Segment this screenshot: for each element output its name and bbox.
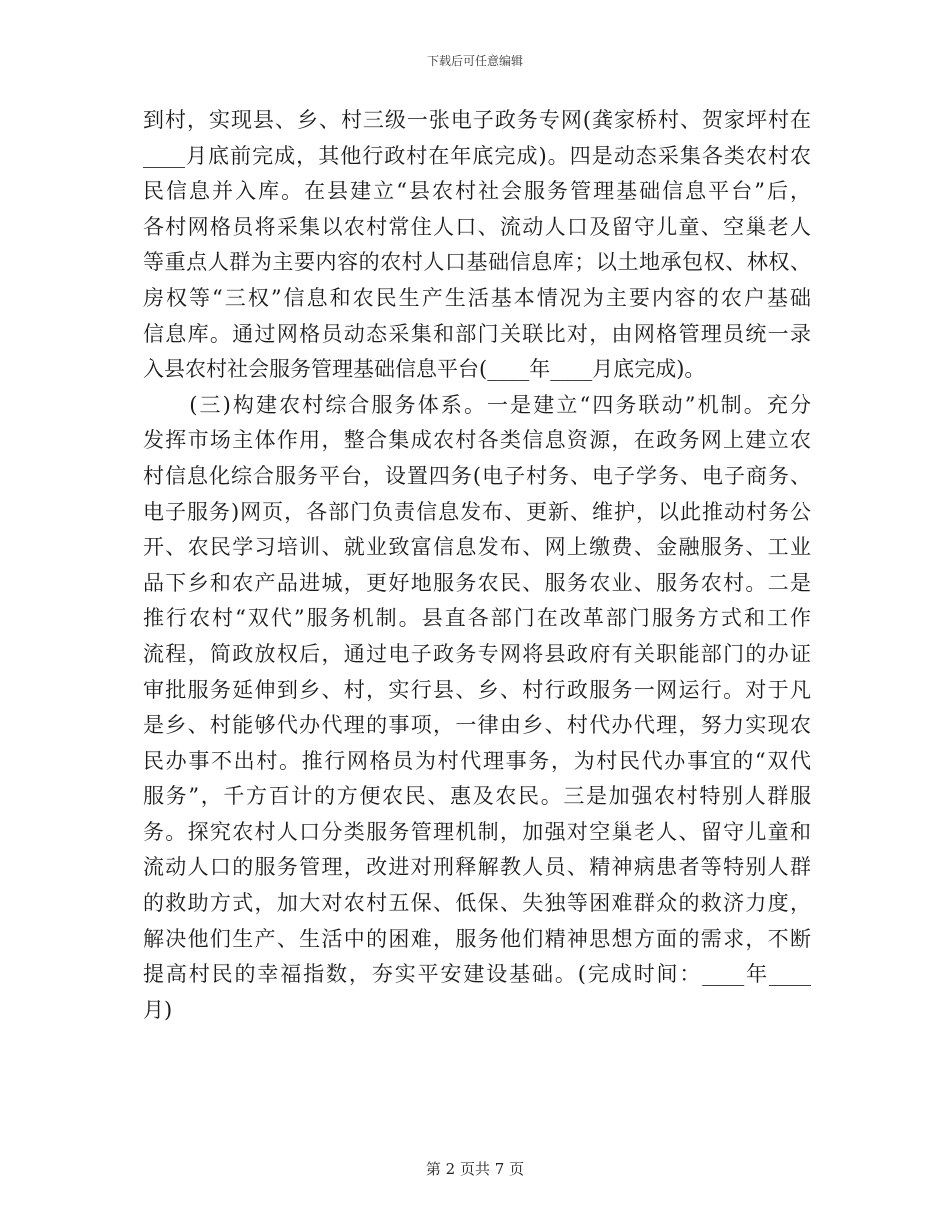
text-line: 入县农村社会服务管理基础信息平台(____年____月底完成)。: [143, 357, 706, 382]
page-number: 第 2 页共 7 页: [425, 1160, 525, 1178]
text-line: 审批服务延伸到乡、村，实行县、乡、村行政服务一网运行。对于凡: [143, 677, 811, 702]
text-line: 民办事不出村。推行网格员为村代理事务，为村民代办事宜的“双代: [143, 748, 811, 773]
text-line: 提高村民的幸福指数，夯实平安建设基础。(完成时间：____年____: [143, 962, 811, 987]
text-line: 电子服务)网页，各部门负责信息发布、更新、维护，以此推动村务公: [143, 499, 811, 524]
text-line: 等重点人群为主要内容的农村人口基础信息库；以土地承包权、林权、: [143, 250, 811, 275]
text-line: 发挥市场主体作用，整合集成农村各类信息资源，在政务网上建立农: [143, 428, 811, 453]
text-line: 月): [143, 997, 173, 1022]
text-line: 房权等“三权”信息和农民生产生活基本情况为主要内容的农户基础: [143, 285, 811, 310]
text-line: 民信息并入库。在县建立“县农村社会服务管理基础信息平台”后，: [143, 179, 811, 204]
text-line: 是乡、村能够代办代理的事项，一律由乡、村代办代理，努力实现农: [143, 713, 811, 738]
text-line: 品下乡和农产品进城，更好地服务农民、服务农业、服务农村。二是: [143, 570, 811, 595]
text-line: 到村，实现县、乡、村三级一张电子政务专网(龚家桥村、贺家坪村在: [143, 108, 811, 132]
text-line: 的救助方式，加大对农村五保、低保、失独等困难群众的救济力度，: [143, 891, 811, 916]
text-line: (三)构建农村综合服务体系。一是建立“四务联动”机制。充分: [143, 392, 811, 417]
text-line: ____月底前完成，其他行政村在年底完成)。四是动态采集各类农村农: [143, 143, 811, 168]
text-line: 村信息化综合服务平台，设置四务(电子村务、电子学务、电子商务、: [143, 463, 811, 488]
text-line: 流动人口的服务管理，改进对刑释解教人员、精神病患者等特别人群: [143, 855, 811, 880]
text-line: 务。探究农村人口分类服务管理机制，加强对空巢老人、留守儿童和: [143, 819, 811, 844]
text-line: 信息库。通过网格员动态采集和部门关联比对，由网格管理员统一录: [143, 321, 811, 346]
text-line: 流程，简政放权后，通过电子政务专网将县政府有关职能部门的办证: [143, 641, 811, 666]
document-body: [143, 103, 811, 1028]
text-line: 服务”，千方百计的方便农民、惠及农民。三是加强农村特别人群服: [143, 784, 811, 809]
text-line: 推行农村“双代”服务机制。县直各部门在改革部门服务方式和工作: [143, 606, 811, 631]
text-line: 解决他们生产、生活中的困难，服务他们精神思想方面的需求，不断: [143, 926, 811, 951]
text-line: 各村网格员将采集以农村常住人口、流动人口及留守儿童、空巢老人: [143, 214, 811, 239]
text-line: 开、农民学习培训、就业致富信息发布、网上缴费、金融服务、工业: [143, 535, 811, 560]
page-header-note: 下载后可任意编辑: [426, 54, 523, 68]
